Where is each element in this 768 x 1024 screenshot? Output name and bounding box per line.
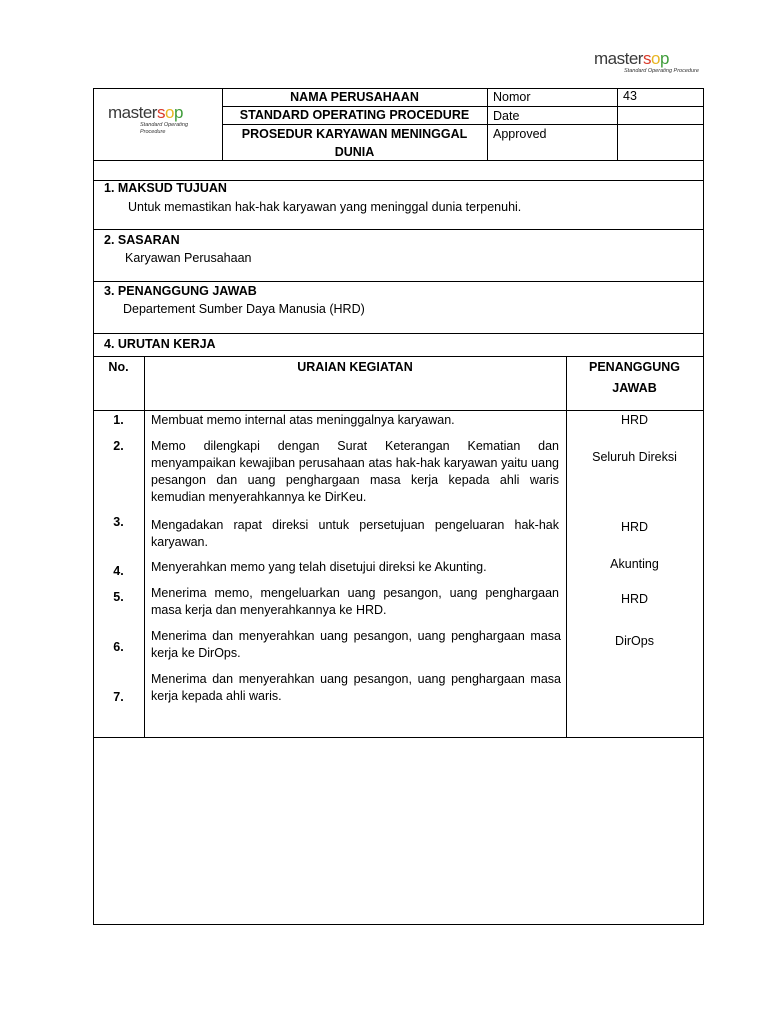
row-3-pj: HRD [620, 520, 649, 534]
row-7-text: Menerima dan menyerahkan uang pesangon, uang penghargaan masa kerja kepada ahli waris. [151, 672, 561, 703]
company-name: NAMA PERUSAHAAN [290, 90, 419, 104]
row-5-text: Menerima memo, mengeluarkan uang pesangon, uang penghargaan masa kerja dan menyerahkannya ke HRD. [151, 586, 559, 617]
col-pj-header-line2: JAWAB [612, 381, 657, 395]
row-4-pj: Akunting [610, 557, 659, 571]
section-penanggung-heading: 3. PENANGGUNG JAWAB [104, 284, 257, 298]
row-5-pj: HRD [620, 592, 649, 606]
date-label: Date [493, 109, 520, 123]
row-3-text: Mengadakan rapat direksi untuk persetujuan pengeluaran hak-hak karyawan. [151, 518, 559, 549]
row-1-pj: HRD [620, 413, 649, 427]
header-logo: mastersop Standard Operating Procedure [108, 104, 213, 134]
doc-type: STANDARD OPERATING PROCEDURE [239, 108, 470, 122]
row-2-text: Memo dilengkapi dengan Surat Keterangan Kematian dan menyampaikan kewajiban perusahaan atas hak-hak karyawan yaitu uang pesangon dan uang penghargaan masa kerja kepada ahli waris kemudian menyerahkannya ke DirKeu. [151, 439, 559, 504]
row-2-pj: Seluruh Direksi [592, 450, 677, 464]
doc-title-line2: DUNIA [334, 145, 375, 159]
logo-tagline: Standard Operating Procedure [624, 68, 699, 74]
row-3-no: 3. [113, 515, 124, 529]
row-6-pj: DirOps [615, 634, 654, 648]
nomor-value: 43 [623, 89, 637, 103]
row-4-no: 4. [113, 564, 124, 578]
section-maksud-body: Untuk memastikan hak-hak karyawan yang meninggal dunia terpenuhi. [128, 200, 522, 214]
row-4-text: Menyerahkan memo yang telah disetujui direksi ke Akunting. [151, 560, 487, 574]
header-logo-tagline: Standard Operating Procedure [140, 122, 189, 135]
row-1-no: 1. [113, 413, 124, 427]
top-logo: mastersop Standard Operating Procedure [594, 50, 704, 80]
row-5-no: 5. [113, 590, 124, 604]
section-sasaran-heading: 2. SASARAN [104, 233, 180, 247]
nomor-label: Nomor [493, 90, 531, 104]
section-maksud-heading: 1. MAKSUD TUJUAN [104, 181, 227, 195]
approved-label: Approved [493, 127, 547, 141]
col-uraian-header: URAIAN KEGIATAN [297, 360, 413, 374]
logo-text-master: master [594, 49, 643, 68]
section-sasaran-body: Karyawan Perusahaan [125, 251, 252, 265]
row-2-no: 2. [113, 439, 124, 453]
section-urutan-heading: 4. URUTAN KERJA [104, 337, 216, 351]
row-6-text: Menerima dan menyerahkan uang pesangon, uang penghargaan masa kerja ke DirOps. [151, 629, 561, 660]
row-6-no: 6. [113, 640, 124, 654]
doc-title-line1: PROSEDUR KARYAWAN MENINGGAL [241, 127, 468, 141]
col-pj-header-line1: PENANGGUNG [589, 360, 680, 374]
section-penanggung-body: Departement Sumber Daya Manusia (HRD) [123, 302, 365, 316]
row-7-no: 7. [113, 690, 124, 704]
row-1-text: Membuat memo internal atas meninggalnya karyawan. [151, 413, 455, 427]
col-no-header: No. [108, 360, 129, 374]
